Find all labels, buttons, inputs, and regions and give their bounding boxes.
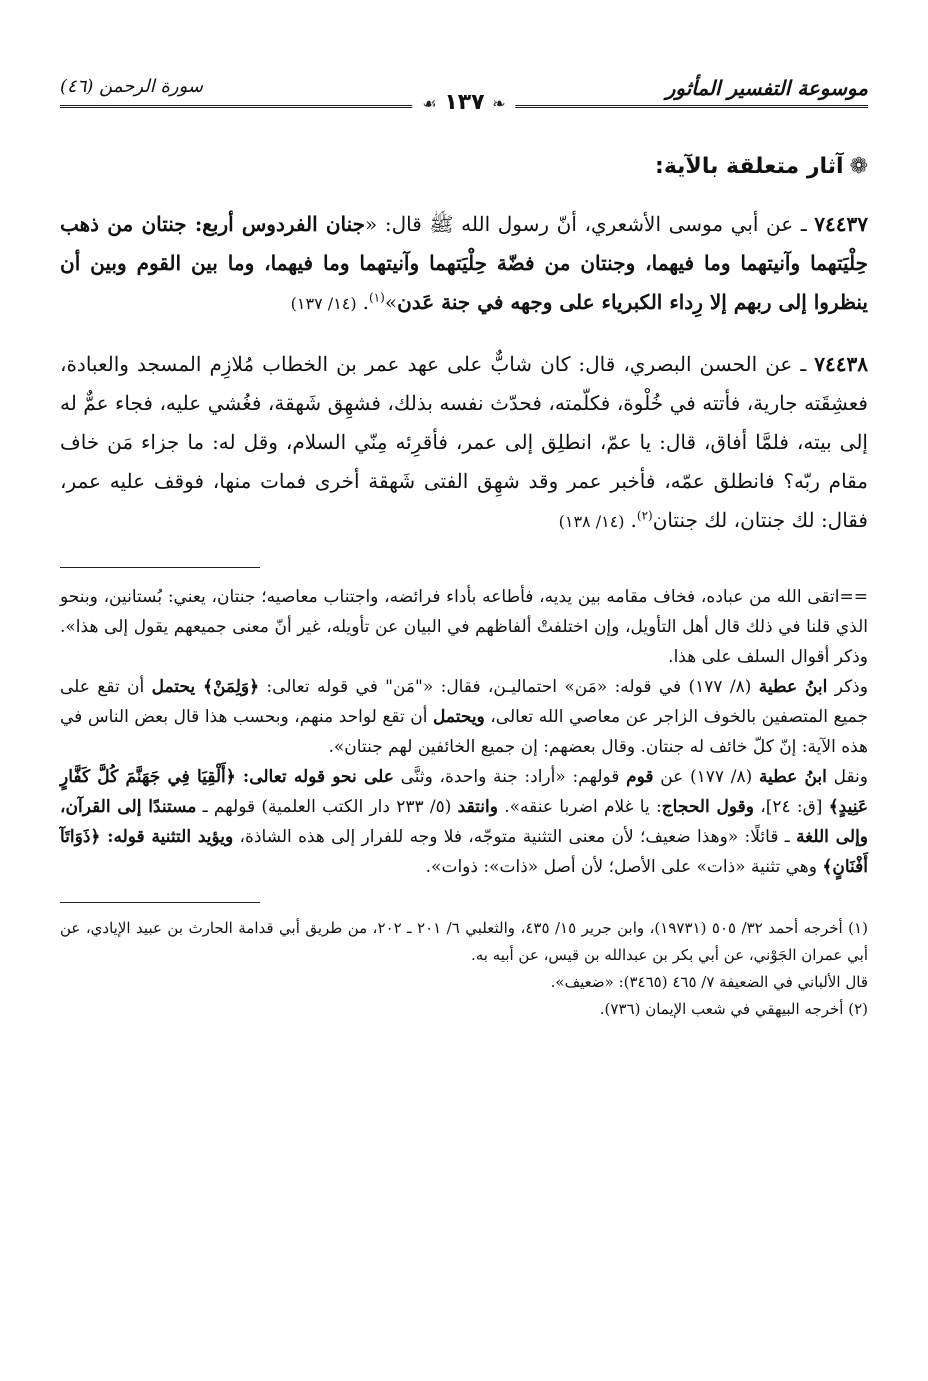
page-number xyxy=(412,90,515,115)
page-number-value: ١٣٧ xyxy=(444,90,485,115)
footnote-marker[interactable]: (١) xyxy=(368,290,385,305)
footnotes xyxy=(60,915,868,1023)
section-heading-text: آثار متعلقة بالآية: xyxy=(655,154,844,179)
quran-quote: ﴿وَلِمَنْ﴾ xyxy=(202,676,260,697)
commentary-divider xyxy=(60,567,868,568)
athar-entry: ٧٤٤٣٧ ـ عن أبي موسى الأشعري، أنّ رسول الله ﷺ قال: «جنان الفردوس أربع: جنتان من ذهب حِلْيَتهما وآنيتهما وما فيهما، وجنتان من فضّة حِلْيَتهما وآنيتهما وما فيهما، وما بين القوم وبين أن ينظروا إلى ربهم إلا رِداء الكبرياء على وجهه في جنة عَدن»$^{(١)}$.(١٤/ ١٣٧) xyxy=(60,211,868,314)
page-header xyxy=(60,72,868,122)
footnotes-divider xyxy=(60,902,868,903)
scholar-name: ابنُ عطية xyxy=(758,766,827,787)
page xyxy=(60,72,868,1023)
quote-end: » xyxy=(384,289,398,314)
flower-icon: ❁ xyxy=(849,154,868,179)
commentary-paragraph: وذكر ابنُ عطية (٨/ ١٧٧) في قوله: «مَن» احتماليـن، فقال: «"مَن" في قوله تعالى: ﴿وَلِمَنْ﴾ يحتمل أن تقع على جميع المتصفين بالخوف الزاجر عن معاصي الله تعالى، ويحتمل أن تقع لواحد منهم، وبحسب هذا قال بعض الناس في هذه الآية: إنّ كلّ خائف له جنتان. وقال بعضهم: إن جميع الخائفين لهم جنتان». xyxy=(60,676,868,757)
scholar-name: ابنُ عطية xyxy=(758,676,828,697)
footnote: (١) أخرجه أحمد ٣٢/ ٥٠٥ (١٩٧٣١)، وابن جرير ١٥/ ٤٣٥، والثعلبي ٦/ ٢٠١ ـ ٢٠٢، من طريق أبي قدامة الحارث بن عبيد الإيادي، عن أبي عمران الجَوْني، عن أبي بكر بن عبدالله بن قيس، عن أبيه به. xyxy=(60,918,868,964)
footnote: (٢) أخرجه البيهقي في شعب الإيمان (٧٣٦). xyxy=(599,999,868,1018)
hadith-text: جنان الفردوس أربع: جنتان من ذهب حِلْيَتهما وآنيتهما وما فيهما، وجنتان من فضّة حِلْيَتهما وآنيتهما وما فيهما، وما بين القوم وبين أن ينظروا إلى ربهم إلا رِداء الكبرياء على وجهه في جنة عَدن xyxy=(60,211,868,314)
commentary xyxy=(60,582,868,882)
quran-quote: ﴿أَلْقِيَا فِي جَهَنَّمَ كُلَّ كَفَّارٍ عَنِيدٍ﴾ xyxy=(60,766,868,817)
entry-number: ٧٤٤٣٧ xyxy=(814,211,868,236)
footnote: قال الألباني في الضعيفة ٧/ ٤٦٥ (٣٤٦٥): «ضعيف». xyxy=(550,972,868,991)
ornament-icon: ☙ xyxy=(422,94,437,113)
section-heading xyxy=(60,152,868,183)
book-title: موسوعة التفسير المأثور xyxy=(665,76,868,100)
entry-intro: ـ عن أبي موسى الأشعري، أنّ رسول الله ﷺ قال: « xyxy=(365,211,815,236)
commentary-paragraph: ونقل ابنُ عطية (٨/ ١٧٧) عن قوم قولهم: «أراد: جنة واحدة، وثنَّى على نحو قوله تعالى: ﴿أَلْقِيَا فِي جَهَنَّمَ كُلَّ كَفَّارٍ عَنِيدٍ﴾ [ق: ٢٤]، وقول الحجاج: يا غلام اضربا عنقه». وانتقد (٥/ ٢٣٣ دار الكتب العلمية) قولهم ـ مستندًا إلى القرآن، وإلى اللغة ـ قائلًا: «وهذا ضعيف؛ لأن معنى التثنية متوجّه، فلا وجه للفرار إلى هذه الشاذة، ويؤيد التثنية قوله: ﴿ذَوَاتَآ أَفْنَانٍ﴾ وهي تثنية «ذات» على الأصل؛ لأن أصل «ذات»: ذوات». xyxy=(60,766,869,877)
footnote-marker[interactable]: (٢) xyxy=(636,508,653,523)
entry-number: ٧٤٤٣٨ xyxy=(814,351,868,376)
surah-name: سورة الرحمن (٤٦) xyxy=(60,76,203,97)
volume-reference: (١٤/ ١٣٧) xyxy=(290,293,357,313)
ornament-icon: ❧ xyxy=(492,94,506,113)
commentary-paragraph: ==اتقى الله من عباده، فخاف مقامه بين يديه، فأطاعه بأداء فرائضه، واجتناب معاصيه؛ جنتان، يعني: بُستانين، وبنحو الذي قلنا في ذلك قال أهل التأويل، وإن اختلفتْ ألفاظهم في البيان عن تأويله، غير أنّ معنى جميعهم يقول إلى هذا». وذكر أقوال السلف على هذا. xyxy=(60,586,868,667)
quran-quote: ﴿ذَوَاتَآ أَفْنَانٍ﴾ xyxy=(60,826,868,877)
entry-text: ـ عن الحسن البصري، قال: كان شابٌّ على عهد عمر بن الخطاب مُلازِم المسجد والعبادة، فعشِقَته جارية، فأتته في خُلْوة، فكلّمته، فحدّث نفسه بذلك، فشهِق شَهقة، فغُشي عليه، فجاء عمٌّ له إلى بيته، فلمَّا أفاق، قال: يا عمّ، انطلِق إلى عمر، فأقرِئه مِنّي السلام، وقل له: ما جزاء مَن خاف مقام ربّه؟ فانطلق عمّه، فأخبر عمر وقد شهِق الفتى شَهقة أخرى فمات منها، فوقف عليه عمر، فقال: لك جنتان، لك جنتان xyxy=(60,351,868,532)
volume-reference: (١٤/ ١٣٨) xyxy=(558,511,625,531)
athar-entry: ٧٤٤٣٨ ـ عن الحسن البصري، قال: كان شابٌّ على عهد عمر بن الخطاب مُلازِم المسجد والعبادة، فعشِقَته جارية، فأتته في خُلْوة، فكلّمته، فحدّث نفسه بذلك، فشهِق شَهقة، فغُشي عليه، فجاء عمٌّ له إلى بيته، فلمَّا أفاق، قال: يا عمّ، انطلِق إلى عمر، فأقرِئه مِنّي السلام، وقل له: ما جزاء مَن خاف مقام ربّه؟ فانطلق عمّه، فأخبر عمر وقد شهِق الفتى شَهقة أخرى فمات منها، فوقف عليه عمر، فقال: لك جنتان، لك جنتان$^{(٢)}$.(١٤/ ١٣٨) xyxy=(60,351,868,532)
